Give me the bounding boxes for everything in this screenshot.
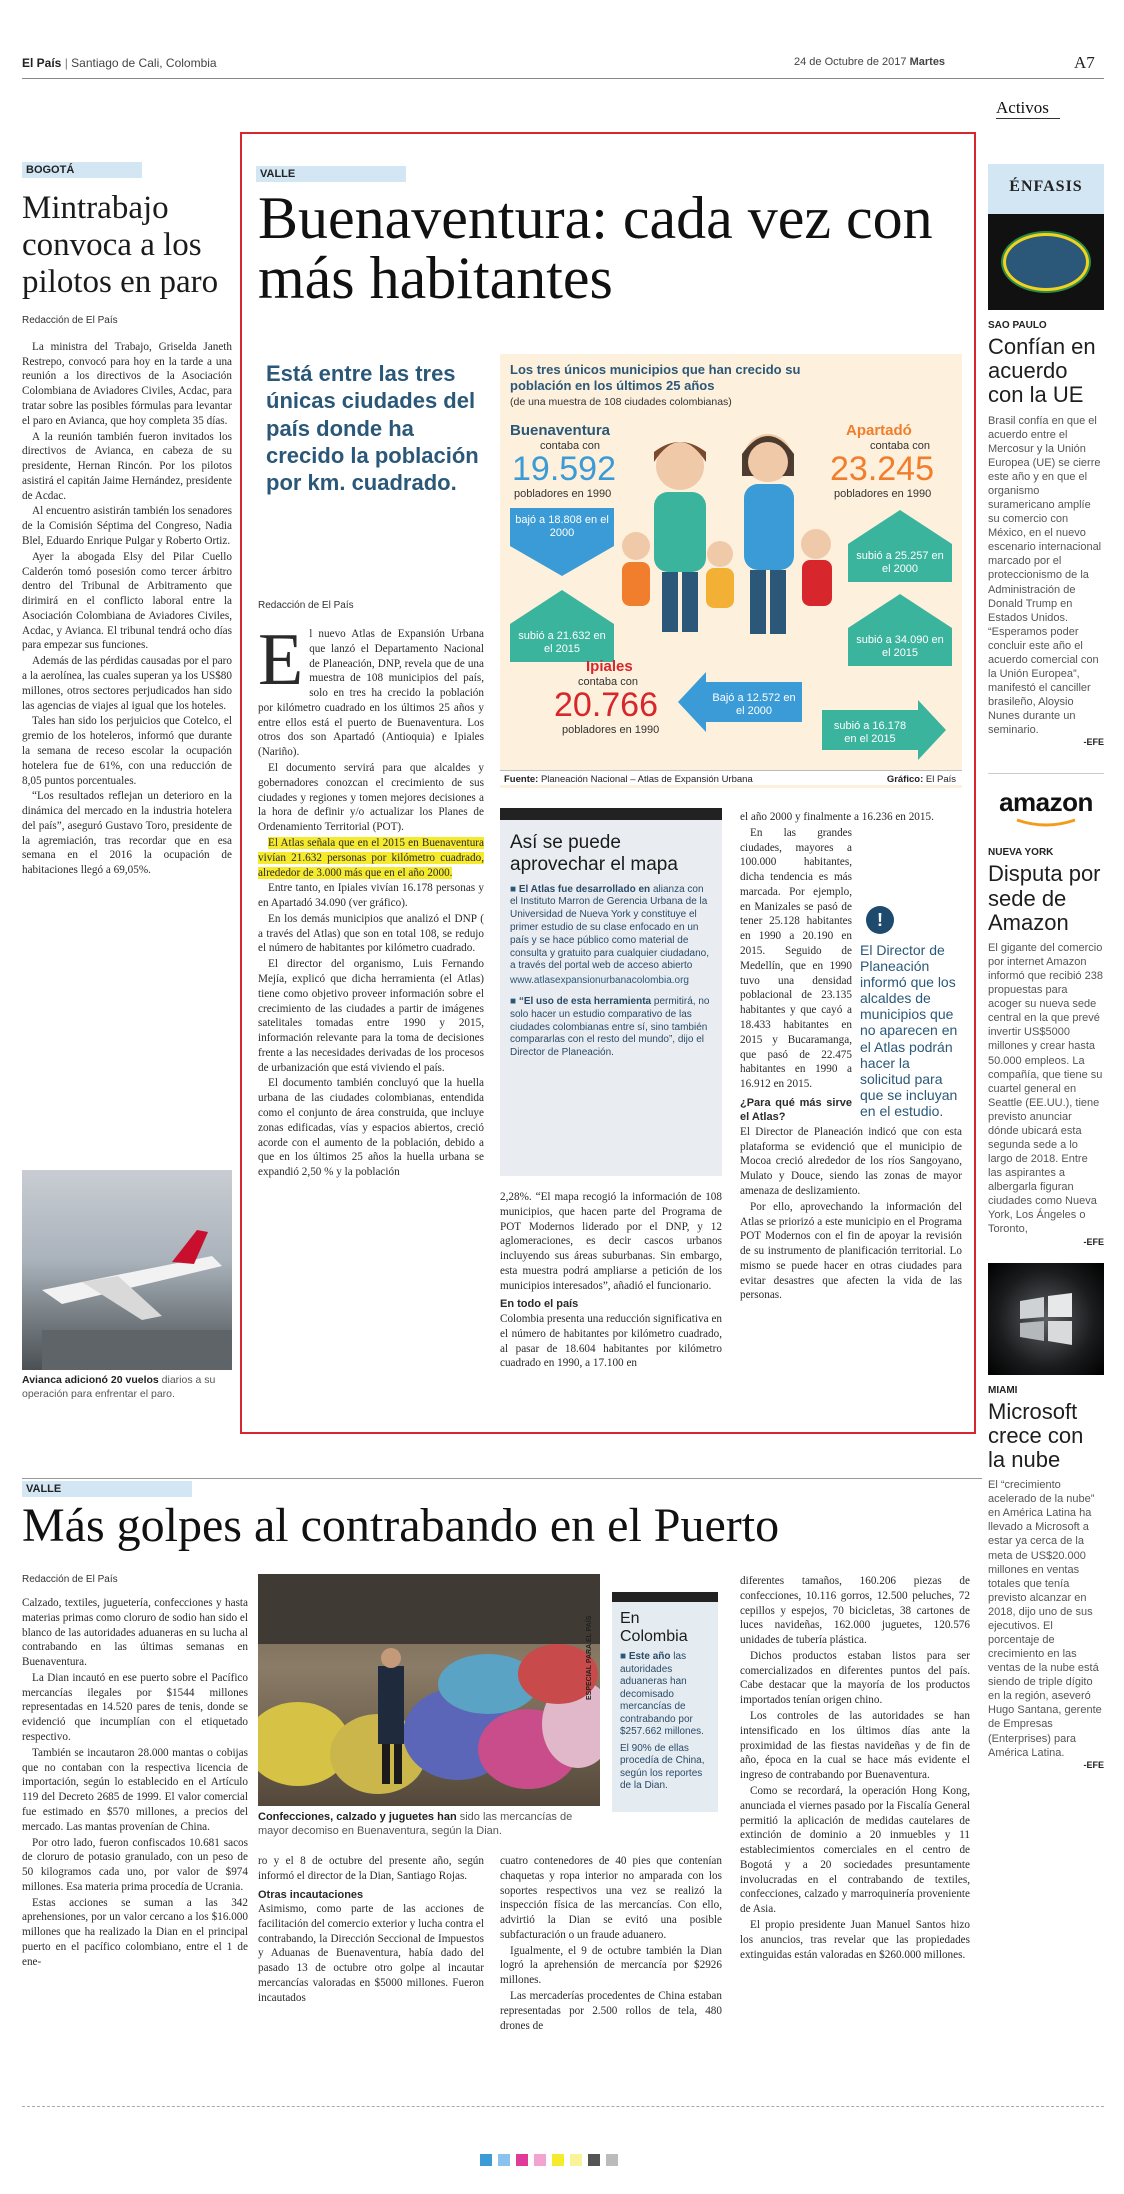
paragraph: En los demás municipios que analizó el DNP ( a través del Atlas) que son en total 108, se redujo el número de habitantes por kilómetro cuadrado. <box>258 912 484 955</box>
color-registration-marks <box>480 2154 618 2166</box>
windows-logo-image <box>988 1263 1104 1375</box>
city-name-apartado: Apartadó <box>846 422 912 439</box>
brazil-flag-image <box>988 214 1104 310</box>
main-tag: VALLE <box>256 164 406 182</box>
paragraph: diferentes tamaños, 160.206 piezas de confecciones, 10.116 gorros, 12.500 peluches, 72 cepillos y espejos, 70 bicicletas, 38 cartones de luces navideñas, 162.000 juguetes, 120.576 unidades de tubería plástica. <box>740 1575 970 1647</box>
contrabando-col1 <box>22 1596 248 1971</box>
brief-title: Disputa por sede de Amazon <box>988 861 1101 935</box>
caption-bold: Avianca adicionó 20 vuelos <box>22 1374 159 1386</box>
paragraph: Por otro lado, fueron confiscados 10.681 sacos de cloruro de potasio granulado, con un peso de 50 kilogramos cada uno, por valor de $974 millones. Esa materia prima procedía de Ucrania. <box>22 1836 248 1893</box>
brief-source: -EFE <box>1083 737 1104 748</box>
photo-credit: ESPECIAL PARA EL PAÍS <box>586 1615 593 1700</box>
paragraph: Entre tanto, en Ipiales vivían 16.178 personas y en Apartadó 34.090 (ver gráfico). <box>258 882 484 910</box>
main-title: Buenaventura: cada vez con más habitantes <box>258 185 933 311</box>
city-unit: pobladores en 1990 <box>514 488 612 500</box>
paragraph: A la reunión también fueron invitados los directivos de Avianca, en cabeza de su presidente, Hernan Rincón. Por los pilotos asistirá el capitán Jaime Hernández, presidente de Acdac. <box>22 430 232 502</box>
pullquote: ! El Director de Planeación informó que los alcaldes de municipios que no aparecen en el Atlas podrán hacer la solicitud para que se incluyan en el estudio. <box>860 906 964 1119</box>
bogota-article <box>22 160 232 879</box>
city-lead: contaba con <box>540 440 600 452</box>
city-unit: pobladores en 1990 <box>562 724 660 736</box>
arrow-bajo-ipiales: Bajó a 12.572 en el 2000 <box>678 672 802 732</box>
paragraph: ro y el 8 de octubre del presente año, según informó el director de la Dian, Santiago Rojas. <box>258 1855 484 1882</box>
enfasis-header: ÉNFASIS <box>988 164 1104 214</box>
city-lead: contaba con <box>870 440 930 452</box>
paragraph: También se incautaron 28.000 mantas o cobijas que no contaban con la respectiva licencia de importación, según lo establecido en el Artículo 119 del Decreto 2685 de 1999. El valor comercial fue estimado en $570 millones, a precios del mercado. Las mantas provenían de China. <box>22 1746 248 1833</box>
arrow-subio-ipiales: subió a 16.178 en el 2015 <box>822 700 946 760</box>
main-deck: Está entre las tres únicas ciudades del país donde ha crecido la población por km. cuadrado. <box>266 361 479 496</box>
paragraph: El Director de Planeación indicó que con esta plataforma se evidenció que el municipio de Mocoa creció alrededor de los ríos Sangoyano, Mulato y Douce, siendo las zonas de mayor amenaza de deslizamiento. <box>740 1125 962 1197</box>
enfasis-column <box>988 164 1104 1770</box>
brief-source: -EFE <box>1083 1236 1104 1247</box>
sidebar-text: ■ El Atlas fue desarrollado en alianza con el Instituto Marron de Gerencia Urbana de la Universidad de Nueva York y constituye el primer estudio de su clase enfocado en un país y se hace público como material de consulta y gratuito para cualquier ciudadano, a través del portal web de acceso abierto www.atlasexpansionurbanacolombia.org ■ “El uso de esta herramienta permitirá, no solo hacer un estudio comparativo de las ciudades colombianas entre sí, sino también compararlas con el resto del mundo”, dijo el Director de Planeación. <box>500 882 722 1062</box>
header-weekday: Martes <box>909 56 946 68</box>
paragraph: 2,28%. “El mapa recogió la información de 108 municipios, que hacen parte del Programa de POT Modernos liderado por el DNP, y 12 aglomeraciones, es decir cascos urbanos incluyendo sus áreas suburbanas. Sin embargo, esta muestra podrá ampliarse a petición de los municipios interesados”, añadió el funcionario. <box>500 1191 722 1292</box>
bogota-byline: Redacción de El País <box>22 314 118 326</box>
paragraph: el año 2000 y finalmente a 16.236 en 2015. <box>740 811 934 823</box>
paragraph: Al encuentro asistirán también los senadores de la Comisión Séptima del Congreso, Nadia Blel, Eduardo Enrique Pulgar y Roberto Ortiz. <box>22 505 232 548</box>
chart-title: Los tres únicos municipios que han crecido su población en los últimos 25 años <box>510 362 801 393</box>
main-body-col2 <box>500 1190 722 1372</box>
brief-city: MIAMI <box>988 1384 1018 1396</box>
arrow-subio-buenaventura: subió a 21.632 en el 2015 <box>510 590 614 662</box>
caption-text: diarios a su operación para enfrentar el paro. <box>22 1374 216 1400</box>
paragraph: Tales han sido los perjuicios que Cotelco, el gremio de los hoteleros, informó que durante la semana de receso escolar la ocupación hotelera fue de 61%, con una reducción de 8,05 puntos porcentuales. <box>22 715 232 787</box>
header-rule <box>22 78 1104 79</box>
brief-city: NUEVA YORK <box>988 847 1054 859</box>
airplane-icon <box>22 1170 232 1370</box>
box-text: ■ Este año las autoridades aduaneras han decomisado mercancías de contrabando por $257.662 millones. El 90% de ellas procedía de China, según los reportes de la Dian. <box>620 1651 705 1792</box>
brief-title: Microsoft crece con la nube <box>988 1398 1084 1472</box>
main-byline: Redacción de El País <box>258 600 354 611</box>
brief-text: El gigante del comercio por internet Amazon informó que recibió 238 propuestas para acoger su nueva sede central en la que prevé invertir US$5000 millones y crear hasta 50.000 empleos. La compañía, que tiene su cuartel general en Seattle (EE.UU.), tiene previsto anunciar dónde ubicará esta segunda sede a lo largo de 2018. Entre las aspirantes a albergarla figuran ciudades como Nueva York, Los Ángeles o Toronto, <box>988 941 1103 1236</box>
sidebar-title: Así se puede aprovechar el mapa <box>510 832 678 875</box>
paragraph: “Los resultados reflejan un deterioro en la dinámica del mercado en la industria hotelera del país”, aseguró Gustavo Toro, presidente de la agremiación, tras recordar que en esa semana en el 2016 la ocupación de habitaciones llegó a 69,05%. <box>22 790 232 877</box>
paragraph: El propio presidente Juan Manuel Santos hizo los anuncios, tras revelar que las propiedades extinguidas están valoradas en $260.000 millones. <box>740 1918 970 1961</box>
amazon-logo: amazon <box>988 773 1104 841</box>
brief-text: Brasil confía en que el acuerdo entre el Mercosur y la Unión Europea (UE) se cierre este año y en que el organismo suramericano amplíe su comercio con México, en el nuevo escenario internacional marcado por el proteccionismo de la Administración de Donald Trump en Estados Unidos. “Esperamos poder concluir este año el acuerdo comercial con la Unión Europea”, manifestó el canciller brasileño, Aloysio Nunes durante un seminario. <box>988 414 1102 737</box>
arrow-subio-apartado-2000: subió a 25.257 en el 2000 <box>848 510 952 582</box>
family-illustration <box>618 426 840 664</box>
en-colombia-box <box>612 1592 718 1812</box>
brief-source: -EFE <box>1083 1759 1104 1770</box>
contrabando-title: Más golpes al contrabando en el Puerto <box>22 1499 780 1552</box>
city-value-1990: 20.766 <box>554 686 658 724</box>
city-lead: contaba con <box>578 676 638 688</box>
contrabando-byline: Redacción de El País <box>22 1574 118 1585</box>
main-body-col1 <box>258 619 484 1180</box>
paragraph: El documento servirá para que alcaldes y gobernadores conozcan el crecimiento de sus ciudades y regiones y tomen mejores decisiones a la hora de definir y/o actualizar los Planes de Ordenamiento Territorial (POT). <box>258 762 484 834</box>
windows-icon <box>1018 1293 1074 1345</box>
bogota-body <box>22 340 232 878</box>
info-icon: ! <box>866 906 894 934</box>
arrow-subio-apartado-2015: subió a 34.090 en el 2015 <box>848 594 952 666</box>
paragraph: Las mercaderías procedentes de China estaban representadas por 2.500 rollos de tela, 480 drones de <box>500 1990 722 2032</box>
subhead: ¿Para qué más sirve el Atlas? <box>740 1096 852 1124</box>
contraband-bags-image <box>258 1574 600 1806</box>
paragraph: Dichos productos estaban listos para ser comercializados en diferentes puntos del país. Cabe destacar que la mayoría de los productos importados tenían origen chino. <box>740 1649 970 1707</box>
paragraph: Por ello, aprovechando la información del Atlas se priorizó a este municipio en el Programa POT Modernos con el fin de apoyar la revisión de su instrumento de planificación territorial. Lo mismo se puede hacer en otras ciudades para evitar desastres que afecten la vida de las personas. <box>740 1200 962 1302</box>
contrabando-col3 <box>500 1854 722 2034</box>
paragraph: Además de las pérdidas causadas por el paro a la aerolínea, las cuales superan ya los US$80 millones, otros sectores perjudicados han sido las agencias de viajes al igual que los hoteles. <box>22 655 232 712</box>
atlas-url[interactable]: www.atlasexpansionurbanacolombia.org <box>510 975 689 987</box>
paragraph: Asimismo, como parte de las acciones de facilitación del comercio exterior y lucha contra el contrabando, la Dirección Seccional de Impuestos y Aduanas de Buenaventura, había dado del pasado 13 de octubre otro golpe al incautar mercancías valoradas en $5000 millones. Fueron incautados <box>258 1903 484 2004</box>
amazon-smile-icon <box>1013 818 1079 828</box>
highlighted-paragraph: El Atlas señala que en el 2015 en Buenaventura vivían 21.632 personas por kilómetro cuadrado, alrededor de 3.000 más que en el año 2000. <box>258 836 484 879</box>
paragraph: El documento también concluyó que la huella urbana de las ciudades colombianas, entendida como el conjunto de área construida, que incluye zonas edificadas, vías y espacios abiertos, creció acorde con el aumento de la población, debido a que en los últimos 25 años la huella urbana se expandió 2,50 % y la población <box>258 1077 484 1179</box>
paragraph: Igualmente, el 9 de octubre también la Dian logró la aprehensión de mercancía por $2926 millones. <box>500 1944 722 1987</box>
contrabando-col4 <box>740 1574 970 1963</box>
paragraph: La ministra del Trabajo, Griselda Janeth Restrepo, convocó para hoy en la tarde a una reunión a los directivos de la Asociación Colombiana de Aviadores Civiles, Acdac, para tratar sobre las posibles fórmulas para levantar el paro en Avianca, que hoy completa 35 días. <box>22 340 232 427</box>
bogota-tag: BOGOTÁ <box>22 162 142 178</box>
paragraph: El director del organismo, Luis Fernando Mejía, explicó que dicha herramienta (el Atlas) tiene como objetivo proveer información sobre el crecimiento de las ciudades a partir de imágenes satelitales tomadas entre 1990 y 2015, información relevante para la toma de decisiones frente a las necesidades derivadas de los procesos de urbanización que está viviendo el país. <box>258 958 484 1074</box>
contraband-caption: Confecciones, calzado y juguetes han sido las mercancías de mayor decomiso en Buenaventura, según la Dian. <box>258 1811 573 1838</box>
section-label: Activos <box>996 98 1060 119</box>
paragraph: Estas acciones se suman a las 342 aprehensiones, por un valor cercano a los $16.000 millones que ha realizado la Dian en el principal puerto en el pacífico colombiano, entre el 1 de ene- <box>22 1896 248 1968</box>
chart-subtitle: (de una muestra de 108 ciudades colombianas) <box>510 396 732 408</box>
contraband-photo <box>258 1574 600 1806</box>
city-value-1990: 23.245 <box>830 450 934 488</box>
city-name-buenaventura: Buenaventura <box>510 422 611 439</box>
paragraph: l nuevo Atlas de Expansión Urbana que lanzó el Departamento Nacional de Planeación, DNP, revela que de una muestra de 108 municipios del país, solo en tres ha crecido la población por kilómetro cuadrado en los últimos 25 años y entre ellos está el puerto de Buenaventura. Los otros dos son Apartadó (Antioquia) e Ipiales (Nariño). <box>258 628 484 759</box>
paragraph: La Dian incautó en ese puerto sobre el Pacífico mercancías ilegales por $1544 millones representadas en 14.520 pares de tenis, donde se evidenció que incumplían con el etiquetado respectivo. <box>22 1671 248 1744</box>
avianca-photo <box>22 1170 232 1370</box>
atlas-sidebar <box>500 808 722 1176</box>
paragraph: Calzado, textiles, juguetería, confecciones y hasta materias primas como cloruro de sodio han sido el blanco de las autoridades aduaneras en su lucha al contrabando en las últimas semanas en Buenaventura. <box>22 1597 248 1669</box>
paragraph: Los controles de las autoridades se han intensificado en los últimos días ante la proximidad de las fiestas navideñas y de fin de año, época en la cual se hace más evidente el ingreso de contrabando por Buenaventura. <box>740 1710 970 1782</box>
contrabando-tag: VALLE <box>22 1478 982 1497</box>
subhead: En todo el país <box>500 1298 579 1311</box>
dropcap: E <box>258 619 304 701</box>
arrow-bajo-buenaventura: bajó a 18.808 en el 2000 <box>510 508 614 576</box>
city-value-1990: 19.592 <box>512 450 616 488</box>
city-name-ipiales: Ipiales <box>586 658 633 675</box>
box-title: En Colombia <box>620 1610 688 1645</box>
paragraph: cuatro contenedores de 40 pies que contenían chaquetas y ropa interior no amparada con los soportes respectivos una vez se realizó la inspección física de las mercancías. Con ello, advirtió la Dian se evitó una posible subfacturación o un fraude aduanero. <box>500 1855 722 1941</box>
infographic <box>500 354 962 788</box>
contrabando-col2 <box>258 1854 484 2007</box>
page-header: El País | Santiago de Cali, Colombia 24 de Octubre de 2017 Martes A7 <box>22 53 1095 72</box>
avianca-caption <box>22 1374 232 1401</box>
main-col1 <box>258 600 484 1181</box>
bottom-rule <box>22 2106 1104 2107</box>
city-unit: pobladores en 1990 <box>834 488 932 500</box>
subhead: Otras incautaciones <box>258 1888 364 1901</box>
header-date: 24 de Octubre de 2017 <box>794 56 907 68</box>
page-number: A7 <box>1074 53 1095 72</box>
chart-source: Fuente: Planeación Nacional – Atlas de Expansión Urbana Gráfico: El País <box>500 770 962 785</box>
bogota-title: Mintrabajo convoca a los pilotos en paro <box>22 190 219 300</box>
brief-text: El “crecimiento acelerado de la nube” en América Latina ha llevado a Microsoft a estar ya cerca de la meta de US$20.000 millones en ventas totales que tenía previsto alcanzar en 2018, dijo uno de sus ejecutivos. El porcentaje de crecimiento en las ventas de la nube está siendo de triple dígito en la región, aseveró Hugo Santana, gerente de Empresas (Enterprises) para América Latina. <box>988 1479 1102 1759</box>
paragraph: En las grandes ciudades, mayores a 100.000 habitantes, dicha tendencia es más marcada. Por ejemplo, en Manizales se pasó de tener 25.128 habitantes en 1990 a 20.190 en 2015. Seguido de Medellín, que en 1990 tuvo una densidad poblacional de 23.135 habitantes y que cayó a 18.433 habitantes en 2015 y Bucaramanga, que pasó de 22.475 habitantes en 1990 a 16.912 en 2015. <box>740 826 852 1091</box>
paper-name: El País <box>22 56 62 70</box>
paragraph: Como se recordará, la operación Hong Kong, anunciada el viernes pasado por la Fiscalía General permitió la aplicación de medidas cautelares de extinción de dominio a 20 inmuebles y 11 establecimientos comerciales en el centro de Bogotá y a 20 sociedades presuntamente involucradas en el contrabando de textiles, confecciones, calzado y marroquinería proveniente de Asia. <box>740 1784 970 1916</box>
paragraph: Ayer la abogada Elsy del Pilar Cuello Calderón tomó posesión como tercer árbitro dentro del Tribunal de Arbitramento que dirimirá en el conflicto laboral entre la Asociación Colombiana de Aviadores Civiles, Acdac, y Avianca. El tribunal tendrá ocho días para empezar sus funciones. <box>22 550 232 652</box>
brief-city: SAO PAULO <box>988 320 1047 331</box>
brief-title: Confían en acuerdo con la UE <box>988 334 1096 408</box>
paper-location: Santiago de Cali, Colombia <box>71 56 217 70</box>
paragraph: Colombia presenta una reducción significativa en el número de habitantes por kilómetro cuadrado, al pasar de 18.604 habitantes por kilómetro cuadrado en 1990, a 17.100 en <box>500 1312 722 1370</box>
